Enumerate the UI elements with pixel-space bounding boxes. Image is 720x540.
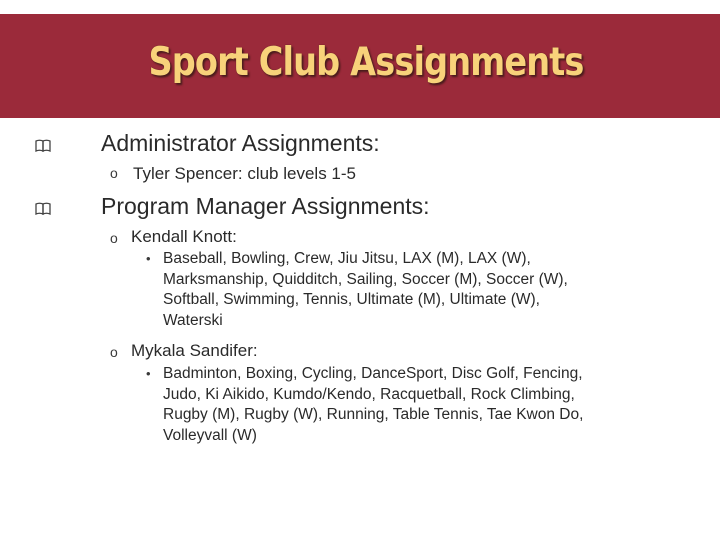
sports-line: Judo, Ki Aikido, Kumdo/Kendo, Racquetball, Rock Climbing, — [163, 385, 575, 403]
sports-line: Marksmanship, Quidditch, Sailing, Soccer (M), Soccer (W), — [163, 270, 568, 288]
book-bullet-icon — [35, 139, 51, 155]
sports-line: Baseball, Bowling, Crew, Jiu Jitsu, LAX (M), LAX (W), — [163, 250, 531, 267]
sports-line: Badminton, Boxing, Cycling, DanceSport, Disc Golf, Fencing, — [163, 365, 583, 382]
mykala-sandifer-sports — [163, 364, 663, 446]
sports-line: Softball, Swimming, Tennis, Ultimate (M), Ultimate (W), — [163, 291, 540, 308]
kendall-knott-sports — [163, 249, 663, 331]
item-mykala-sandifer: Mykala Sandifer: — [131, 341, 258, 360]
sports-line: Rugby (M), Rugby (W), Running, Table Tennis, Tae Kwon Do, — [163, 406, 584, 423]
sports-line: Volleyvall (W) — [163, 426, 257, 444]
item-kendall-knott: Kendall Knott: — [131, 227, 237, 246]
sub-bullet-marker: o — [110, 230, 118, 246]
item-tyler-spencer: Tyler Spencer: club levels 1-5 — [133, 164, 356, 183]
book-bullet-icon — [35, 202, 51, 218]
sports-line: Waterski — [163, 311, 223, 329]
sub-bullet-marker: o — [110, 344, 118, 360]
dot-bullet-icon: • — [146, 366, 151, 381]
slide-title: Sport Club Assignments — [148, 40, 584, 85]
sub-bullet-marker: o — [110, 165, 118, 181]
bullet-administrator-assignments: Administrator Assignments: — [101, 130, 380, 156]
bullet-program-manager-assignments: Program Manager Assignments: — [101, 193, 430, 219]
dot-bullet-icon: • — [146, 251, 151, 266]
